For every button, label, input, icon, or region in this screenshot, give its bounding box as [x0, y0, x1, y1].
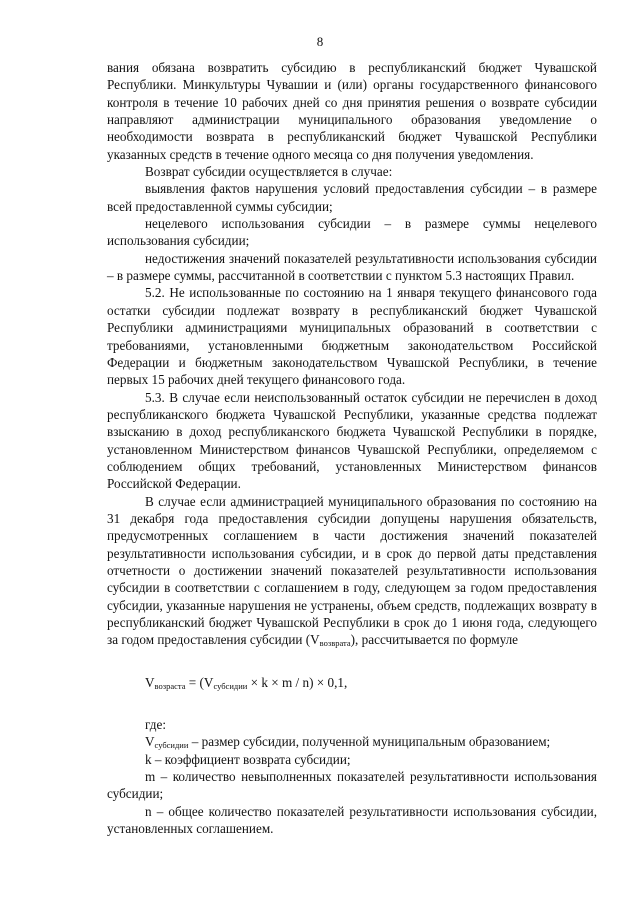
page-number: 8 — [316, 34, 324, 49]
formula — [107, 674, 597, 691]
definition-v-subsidy — [107, 733, 597, 750]
formula-lhs-subscript: возраста — [154, 680, 186, 691]
paragraph-continuation: вания обязана возвратить субсидию в республиканский бюджет Чувашской Республики. Минкультуры Чувашии и (или) органы государственного финансового контроля в течение 10 рабочих дней со дня принятия решения о возврате субсидии направляют администрации муниципального образования уведомление о необходимости возврата в республиканский бюджет Чувашской Республики указанных средств в течение одного месяца со дня получения уведомления. — [107, 60, 597, 162]
paragraph-5-3: 5.3. В случае если неиспользованный остаток субсидии не перечислен в доход республиканского бюджета Чувашской Республики, указанные средства подлежат взысканию в доход республиканского бюджета Чувашской Республики в порядке, установленном Министерством финансов Чувашской Республики, определяемом с соблюдением общих требований, установленных Министерством финансов Российской Федерации. — [107, 389, 597, 492]
formula-lhs: V — [145, 674, 155, 690]
formula-intro-tail: ), рассчитывается по формуле — [350, 632, 519, 648]
formula-tail: × k × m / n) × 0,1, — [247, 674, 348, 690]
definition-m: m – количество невыполненных показателей результативности использования субсидии; — [107, 769, 597, 802]
where-label: где: — [145, 717, 166, 733]
formula-mid-subscript: субсидии — [213, 680, 248, 691]
formula-mid: = (V — [185, 674, 214, 690]
definition-v-var: V — [145, 734, 155, 750]
paragraph-case-misuse: нецелевого использования субсидии – в размере суммы нецелевого использования субсидии; — [107, 216, 597, 249]
definition-v-text: – размер субсидии, полученной муниципальным образованием; — [188, 734, 551, 750]
paragraph-5-2: 5.2. Не использованные по состоянию на 1 января текущего финансового года остатки субсидии подлежат возврату в республиканский бюджет Чувашской Республики администрациями муниципальных образований в соответствии с требованиями, установленными бюджетным законодательством Российской Федерации и бюджетным законодательством Чувашской Республики, в течение первых 15 рабочих дней текущего финансового года. — [107, 285, 597, 388]
paragraph-violation-formula-intro — [107, 493, 597, 649]
definition-k: k – коэффициент возврата субсидии; — [145, 751, 351, 767]
formula-intro-subscript: возврата — [319, 638, 351, 649]
paragraph-case-underachievement: недостижения значений показателей результативности использования субсидии – в размере суммы, рассчитанной в соответствии с пунктом 5.3 настоящих Правил. — [107, 250, 597, 284]
paragraph-case-violation: выявления фактов нарушения условий предоставления субсидии – в размере всей предоставленной суммы субсидии; — [107, 181, 597, 214]
definition-n: n – общее количество показателей результативности использования субсидии, установленных соглашением. — [107, 803, 597, 837]
definition-v-subscript: субсидии — [154, 740, 189, 751]
formula-intro-text: В случае если администрацией муниципального образования по состоянию на 31 декабря года предоставления субсидии допущены нарушения обязательств, предусмотренных соглашением в части достижения значений показателей результативности использования субсидии, и в срок до первой даты представления отчетности о достижении значений показателей результативности использования субсидии в соответствии с соглашением в году, следующем за годом предоставления субсидии, указанные нарушения не устранены, объем средств, подлежащих возврату в республиканский бюджет Чувашской Республики в срок до 1 июня года, следующего за годом предоставления субсидии (V — [107, 493, 597, 648]
paragraph-return-cases-intro: Возврат субсидии осуществляется в случае: — [145, 164, 393, 180]
document-body — [107, 59, 597, 837]
